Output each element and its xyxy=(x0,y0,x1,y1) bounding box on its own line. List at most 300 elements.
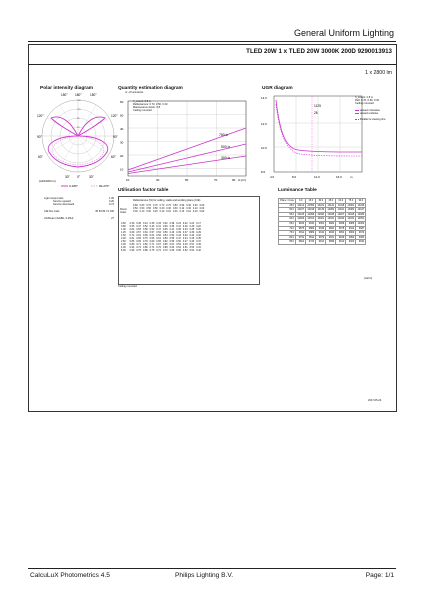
quantity-label-500: 500 lx xyxy=(221,145,231,149)
quantity-xtick-90: 90 xyxy=(232,178,236,182)
uf-value-cell: 0.45 xyxy=(162,228,168,231)
uf-value-cell: 0.40 xyxy=(182,234,188,237)
ugr-curve-endwise xyxy=(276,104,362,156)
uf-ref-cell: 0.10 xyxy=(139,210,145,213)
quantity-info-ceiling: Ceiling mounted xyxy=(133,108,152,112)
luminance-cell: 10198 xyxy=(307,208,315,212)
ugr-center-label-2: 28 xyxy=(314,111,318,115)
uf-value-cell: 0.75 xyxy=(149,249,155,252)
uf-ref-cell: 0.10 xyxy=(172,210,178,213)
stat-upward-value: 0.26 xyxy=(108,199,114,203)
luminance-cell: 10098 xyxy=(307,212,315,216)
luminance-row xyxy=(279,240,366,245)
uf-room-index: 3.00 xyxy=(121,243,126,246)
uf-value-cell: 0.55 xyxy=(129,225,135,228)
luminance-cell: 10139 xyxy=(317,208,325,212)
luminance-cell: 10118 xyxy=(337,203,345,207)
luminance-angle: 70.0 xyxy=(279,226,296,231)
uf-value-cell: 0.81 xyxy=(129,237,135,240)
luminance-row xyxy=(279,212,366,217)
stat-lor-value: 1.00 xyxy=(108,197,114,200)
uf-row-head-2: Index xyxy=(120,211,127,215)
polar-label-90-right: 90° xyxy=(113,135,118,139)
uf-reflectance-table xyxy=(132,204,205,213)
uf-value-cell: 0.57 xyxy=(149,231,155,234)
quantity-label-300: 300 lx xyxy=(221,156,231,160)
luminance-cell: 10027 xyxy=(337,212,345,216)
uf-value-cell: 0.47 xyxy=(176,237,181,240)
uf-ref-cell: 0.30 xyxy=(186,207,191,210)
uf-value-cell: 0.71 xyxy=(149,243,155,246)
uf-value-cell: 0.57 xyxy=(136,231,141,234)
luminance-cell: 9998 xyxy=(336,222,346,227)
uf-value-cell: 0.61 xyxy=(156,237,161,240)
uf-value-cell: 0.71 xyxy=(136,243,141,246)
uf-ref-cell: 0.70 xyxy=(166,204,171,207)
uf-value-cell: 0.65 xyxy=(156,240,161,243)
uf-value-cell: 0.36 xyxy=(169,225,175,228)
uf-ref-cell: 0.10 xyxy=(179,207,185,210)
uf-value-cell: 0.42 xyxy=(196,249,201,252)
luminance-angle: 85.0 xyxy=(279,240,296,245)
uf-value-cell: 0.52 xyxy=(142,225,148,228)
luminance-cell: 10045 xyxy=(327,212,335,216)
uf-value-cell: 0.38 xyxy=(136,222,141,225)
stat-lor-label: Light output ratio xyxy=(44,197,64,200)
uf-value-cell: 0.96 xyxy=(129,249,135,252)
uf-value-cell: 0.66 xyxy=(149,237,155,240)
uf-value-cell: 0.22 xyxy=(182,222,188,225)
uf-value-cell: 0.43 xyxy=(176,234,181,237)
luminance-cell: 9961 xyxy=(316,222,326,227)
luminance-cell: 9982 xyxy=(326,222,336,227)
ugr-legend-endwise xyxy=(355,113,388,116)
luminance-cell: 9934 xyxy=(356,240,366,245)
luminance-cell: 10082 xyxy=(327,208,335,212)
luminance-cell: 10412 xyxy=(297,203,305,207)
uf-value-cell: 0.49 xyxy=(182,243,188,246)
uf-value-cell: 0.59 xyxy=(169,240,175,243)
luminance-header-cell: 15.0 xyxy=(306,199,316,204)
stat-cie xyxy=(44,211,114,214)
uf-value-cell: 0.86 xyxy=(129,240,135,243)
quantity-ytick-60: 60 xyxy=(120,100,124,104)
luminance-cell: 10246 xyxy=(357,203,365,207)
luminance-cell: 9889 xyxy=(306,231,316,236)
luminance-cell: 9812 xyxy=(316,240,326,245)
uf-value-cell: 0.54 xyxy=(162,234,168,237)
luminance-cell: 9950 xyxy=(346,235,356,240)
uf-value-cell: 0.56 xyxy=(156,234,161,237)
stat-ugr-value: 27 xyxy=(111,216,114,220)
uf-value-cell: 0.33 xyxy=(182,228,188,231)
quantity-ytick-10: 10 xyxy=(120,167,124,172)
uf-value-cell: 0.61 xyxy=(149,234,155,237)
uf-room-index: 2.50 xyxy=(121,240,126,243)
uf-value-cell: 0.29 xyxy=(182,225,188,228)
luminance-cell: 10013 xyxy=(307,217,315,221)
ugr-xtick-4: 4.0 xyxy=(270,175,275,179)
ugr-info-ceiling: Ceiling mounted xyxy=(355,101,374,105)
uf-value-cell: 0.69 xyxy=(136,240,141,243)
uf-ref-cell: 0.50 xyxy=(139,207,145,210)
polar-title: Polar intensity diagram xyxy=(40,86,94,91)
luminance-cell: 10031 xyxy=(347,217,355,221)
ugr-info xyxy=(355,97,388,122)
luminance-cell: 10060 xyxy=(317,212,325,216)
ugr-center-label-1: 1125 xyxy=(314,104,321,108)
luminance-angle: 60.0 xyxy=(279,217,296,222)
stat-cie-value: 35 63 84 74 100 xyxy=(95,209,114,213)
polar-label-90-left: 90° xyxy=(37,135,42,139)
luminance-cell: 10046 xyxy=(347,212,355,216)
luminance-cell: 9694 xyxy=(296,240,306,245)
quantity-title: Quantity estimation diagram xyxy=(118,86,183,91)
product-title: TLED 20W 1 x TLED 20W 3000K 200D 9290013913 xyxy=(246,48,392,55)
luminance-header-cell: 0.0 xyxy=(296,199,306,204)
luminance-header-cell: 45.0 xyxy=(326,199,336,204)
footer-left: CalcuLuX Photometrics 4.5 xyxy=(30,572,110,579)
uf-value-cell: 0.38 xyxy=(149,222,155,225)
uf-value-cell: 0.35 xyxy=(196,237,201,240)
uf-ref-cell: 0.50 xyxy=(152,207,158,210)
uf-values-table xyxy=(120,222,202,252)
ugr-legend-crosswise-label: viewed crosswise xyxy=(359,109,380,113)
uf-value-cell: 0.69 xyxy=(129,231,135,234)
uf-ref-cell: 0.30 xyxy=(192,204,198,207)
luminance-cell: 10011 xyxy=(337,208,345,212)
ugr-xunit: m xyxy=(350,175,353,179)
uf-ref-body xyxy=(132,204,205,213)
quantity-ytick-20: 20 xyxy=(120,154,124,158)
uf-value-cell: 0.68 xyxy=(162,246,168,249)
quantity-ytick-30: 30 xyxy=(120,140,124,145)
uf-ref-cell: 0.70 xyxy=(159,204,165,207)
luminance-angle: 50.0 xyxy=(279,208,296,213)
luminance-cell: 9939 xyxy=(336,235,346,240)
uf-value-cell: 0.41 xyxy=(169,228,175,231)
quantity-info xyxy=(133,101,167,113)
quantity-info-mount: h_mount: 2.8 m xyxy=(133,100,152,103)
luminance-row xyxy=(279,222,366,227)
ugr-xtick-16: 16.0 xyxy=(336,175,342,179)
luminance-table xyxy=(278,198,366,245)
luminance-header-cell: 30.0 xyxy=(316,199,326,204)
uf-ref-cell: 0.70 xyxy=(152,204,158,207)
uf-value-cell: 0.39 xyxy=(189,231,195,234)
polar-ring-label-2: 80 xyxy=(77,118,80,120)
lamp-flux: 1 x 2800 lm xyxy=(365,70,392,76)
uf-value-cell: 0.24 xyxy=(189,222,195,225)
ugr-xtick-12: 12.0 xyxy=(314,175,320,179)
document-date: 2017-05-24 xyxy=(368,399,382,402)
uf-value-cell: 0.66 xyxy=(136,237,141,240)
uf-ref-cell: 0.50 xyxy=(172,204,178,207)
header-rule xyxy=(28,41,396,42)
uf-value-cell: 0.46 xyxy=(129,222,135,225)
uf-value-cell: 0.72 xyxy=(156,249,161,252)
uf-value-cell: 0.47 xyxy=(182,240,188,243)
uf-value-cell: 0.24 xyxy=(176,222,181,225)
luminance-cell: 9733 xyxy=(306,240,316,245)
ugr-ytick-8: 8.0 xyxy=(261,170,266,174)
uf-room-index: 1.50 xyxy=(121,234,126,237)
polar-legend-2: 90-270° xyxy=(99,184,110,189)
luminance-angle: 45.0 xyxy=(279,203,296,208)
quantity-label-750: 750 lx xyxy=(219,133,229,137)
uf-value-cell: 0.37 xyxy=(196,240,201,243)
polar-label-150-left: 150° xyxy=(61,93,68,97)
luminance-row xyxy=(279,235,366,240)
luminance-row xyxy=(279,217,366,222)
uf-ref-cell: 0.10 xyxy=(192,210,198,213)
polar-label-120-left: 120° xyxy=(37,114,44,118)
ugr-ytick-12: 12.0 xyxy=(261,122,267,126)
uf-value-cell: 0.29 xyxy=(196,231,201,234)
ugr-ytick-14: 14.0 xyxy=(261,96,267,100)
luminance-row xyxy=(279,231,366,236)
polar-unit: (cd/1000 lm) xyxy=(39,179,56,183)
polar-ring-label-1: 40 xyxy=(77,127,80,129)
uf-value-cell: 0.41 xyxy=(196,246,201,249)
polar-ring-label-4: 160 xyxy=(77,100,81,102)
uf-room-index: 5.00 xyxy=(121,249,126,252)
stat-downward-value: 0.74 xyxy=(108,202,114,206)
ugr-xtick-8: 8.0 xyxy=(292,175,297,179)
quantity-ytick-50: 50 xyxy=(120,113,124,118)
uf-value-cell: 0.79 xyxy=(142,240,148,243)
uf-value-cell: 0.70 xyxy=(156,246,161,249)
uf-value-cell: 0.82 xyxy=(142,243,148,246)
luminance-cell: 9875 xyxy=(296,226,306,231)
uf-value-cell: 0.30 xyxy=(189,225,195,228)
polar-diagram xyxy=(37,92,119,192)
luminance-cell: 9811 xyxy=(296,231,306,236)
polar-label-120-right: 120° xyxy=(111,114,118,118)
luminance-angle: 55.0 xyxy=(279,212,296,217)
polar-label-30-right: 30° xyxy=(89,175,94,179)
uf-value-cell: 0.31 xyxy=(176,225,181,228)
uf-value-cell: 0.35 xyxy=(189,228,195,231)
uf-footer: Ceiling mounted xyxy=(118,285,137,288)
luminance-cell: 9960 xyxy=(346,231,356,236)
polar-legend-1: 0-180° xyxy=(69,184,78,189)
product-rule xyxy=(28,64,396,65)
polar-label-60-left: 60° xyxy=(38,155,43,159)
uf-row-head xyxy=(120,208,127,214)
quantity-xtick-50: 50 xyxy=(185,178,189,182)
luminance-cell: 10032 xyxy=(337,217,345,221)
luminance-unit: (cd/m²) xyxy=(364,277,373,280)
uf-value-cell: 0.39 xyxy=(162,225,168,228)
uf-room-index: 1.25 xyxy=(121,231,126,234)
uf-ref-cell: 0.10 xyxy=(192,207,198,210)
ugr-legend-parallel-label: Parallel to viewing line xyxy=(359,118,386,122)
uf-value-cell: 0.62 xyxy=(162,240,168,243)
uf-ref-cell: 0.30 xyxy=(133,210,138,213)
quantity-xunit: A (m²) xyxy=(238,178,247,182)
uf-value-cell: 0.35 xyxy=(176,228,181,231)
luminance-title: Luminance Table xyxy=(278,188,317,193)
luminance-cell: 10061 xyxy=(347,203,355,207)
luminance-cell: 9963 xyxy=(356,235,366,240)
ugr-info-mount: h_mount: 2.8 m xyxy=(355,96,374,99)
uf-value-cell: 0.46 xyxy=(189,237,195,240)
luminance-cell: 10237 xyxy=(297,208,305,212)
uf-value-cell: 0.53 xyxy=(136,228,141,231)
uf-value-cell: 0.47 xyxy=(156,228,161,231)
uf-value-cell: 0.47 xyxy=(136,225,141,228)
uf-ref-cell: 0.20 xyxy=(152,210,158,213)
uf-value-cell: 0.88 xyxy=(142,249,148,252)
luminance-cell: 10009 xyxy=(297,217,305,221)
uf-value-cell: 0.75 xyxy=(136,249,141,252)
uf-value-cell: 0.42 xyxy=(189,234,195,237)
uf-value-cell: 0.22 xyxy=(196,225,201,228)
luminance-cell: 9946 xyxy=(326,231,336,236)
ugr-ytick-10: 10.0 xyxy=(261,146,267,150)
uf-value-cell: 0.50 xyxy=(176,240,181,243)
uf-ref-cell: 0.00 xyxy=(199,207,205,210)
uf-value-cell: 0.51 xyxy=(189,243,195,246)
uf-value-cell: 0.39 xyxy=(196,243,201,246)
uf-ref-cell: 0.30 xyxy=(159,207,165,210)
uf-value-cell: 0.44 xyxy=(142,222,148,225)
quantity-ytick-40: 40 xyxy=(120,127,124,131)
uf-ref-cell: 0.10 xyxy=(186,210,191,213)
luminance-header-cell: 90.0 xyxy=(356,199,366,204)
uf-value-cell: 0.61 xyxy=(136,234,141,237)
uf-value-cell: 0.64 xyxy=(142,231,148,234)
uf-value-cell: 0.61 xyxy=(169,243,175,246)
uf-value-cell: 0.69 xyxy=(142,234,148,237)
luminance-row xyxy=(279,203,366,208)
stat-downward xyxy=(44,204,114,207)
uf-value-cell: 0.52 xyxy=(176,243,181,246)
luminance-cell: 9879 xyxy=(316,235,326,240)
luminance-cell: 9949 xyxy=(316,226,326,231)
uf-value-cell: 0.51 xyxy=(182,246,188,249)
luminance-row xyxy=(279,208,366,213)
uf-value-cell: 0.26 xyxy=(196,228,201,231)
luminance-cell: 9954 xyxy=(336,231,346,236)
polar-label-150-right: 150° xyxy=(90,93,97,97)
uf-row-head-1: Room xyxy=(120,208,127,211)
uf-ref-cell: 0.80 xyxy=(139,204,145,207)
uf-value-cell: 0.74 xyxy=(149,246,155,249)
uf-ref-cell: 0.30 xyxy=(172,207,178,210)
polar-label-0: 0° xyxy=(77,175,81,179)
uf-room-index: 4.00 xyxy=(121,246,126,249)
footer-rule xyxy=(28,568,396,569)
polar-label-60-right: 60° xyxy=(111,155,116,159)
polar-ring-label-3: 120 xyxy=(77,109,81,111)
uf-value-cell: 0.52 xyxy=(182,249,188,252)
luminance-angle: 80.0 xyxy=(279,235,296,240)
uf-value-cell: 0.33 xyxy=(156,222,161,225)
uf-ref-cell: 0.50 xyxy=(146,207,151,210)
uf-value-cell: 0.74 xyxy=(136,246,141,249)
polar-label-30-left: 30° xyxy=(65,175,70,179)
luminance-cell: 9910 xyxy=(316,231,326,236)
polar-label-180: 180° xyxy=(75,93,82,97)
uf-value-cell: 0.32 xyxy=(196,234,201,237)
uf-value-cell: 0.50 xyxy=(169,234,175,237)
uf-ref-cell: 0.30 xyxy=(166,207,171,210)
uf-title: Utilisation factor table xyxy=(118,188,169,193)
uf-ref-cell: 0.00 xyxy=(199,210,205,213)
uf-value-cell: 0.66 xyxy=(169,249,175,252)
uf-value-cell: 0.56 xyxy=(176,249,181,252)
luminance-header-cell: 75.0 xyxy=(346,199,356,204)
uf-ref-cell: 0.80 xyxy=(133,204,138,207)
luminance-cell: 10001 xyxy=(317,217,325,221)
luminance-cell: 9889 xyxy=(306,226,316,231)
stat-downward-label: Service downward xyxy=(53,202,75,206)
uf-value-cell: 0.64 xyxy=(169,246,175,249)
footer-right: Page: 1/1 xyxy=(365,572,394,579)
luminance-cell: 10221 xyxy=(317,203,325,207)
uf-value-cell: 0.59 xyxy=(162,237,168,240)
uf-value-cell: 0.94 xyxy=(129,246,135,249)
luminance-cell: 9936 xyxy=(296,222,306,227)
luminance-cell: 10083 xyxy=(357,212,365,216)
uf-value-cell: 0.52 xyxy=(156,231,161,234)
uf-value-cell: 0.89 xyxy=(129,243,135,246)
uf-value-cell: 0.41 xyxy=(156,225,161,228)
uf-value-cell: 0.32 xyxy=(162,222,168,225)
ugr-legend-endwise-label: viewed endwise xyxy=(359,112,379,116)
stat-ugr xyxy=(44,218,114,221)
luminance-angle: 65.0 xyxy=(279,222,296,227)
uf-val-body xyxy=(120,222,202,252)
luminance-cell: 10051 xyxy=(357,217,365,221)
luminance-cell: 9910 xyxy=(336,240,346,245)
uf-value-cell: 0.17 xyxy=(196,222,201,225)
uf-value-cell: 0.46 xyxy=(169,231,175,234)
luminance-cell: 9987 xyxy=(356,226,366,231)
uf-ref-cell: 0.10 xyxy=(159,210,165,213)
uf-value-row xyxy=(120,249,202,252)
luminance-cell: 9974 xyxy=(356,231,366,236)
uf-value-cell: 0.70 xyxy=(162,249,168,252)
stat-cie-label: CIE flux code xyxy=(44,209,60,213)
uf-room-index: 2.00 xyxy=(121,237,126,240)
uf-ref-cell: 0.50 xyxy=(133,207,138,210)
uf-value-cell: 0.46 xyxy=(149,225,155,228)
uf-value-cell: 0.50 xyxy=(162,231,168,234)
uf-value-cell: 0.75 xyxy=(142,237,148,240)
uf-value-cell: 0.54 xyxy=(189,249,195,252)
stat-ugr-label: UGRmax (4Hx8H, 0.25H) xyxy=(44,216,74,220)
uf-ref-cell: 0.30 xyxy=(186,204,191,207)
luminance-cell: 9940 xyxy=(306,222,316,227)
luminance-cell: 9931 xyxy=(326,235,336,240)
luminance-cell: 10167 xyxy=(357,208,365,212)
quantity-xtick-70: 70 xyxy=(214,178,218,182)
uf-value-cell: 0.28 xyxy=(169,222,175,225)
uf-ref-cell: 0.00 xyxy=(199,204,205,207)
uf-ref-cell: 0.70 xyxy=(146,204,151,207)
uf-value-cell: 0.74 xyxy=(129,234,135,237)
uf-value-cell: 0.59 xyxy=(142,228,148,231)
uf-ref-cell: 0.10 xyxy=(166,210,171,213)
luminance-cell: 10131 xyxy=(327,203,335,207)
uf-value-cell: 0.49 xyxy=(189,240,195,243)
luminance-cell: 9899 xyxy=(326,240,336,245)
uf-value-cell: 0.65 xyxy=(162,243,168,246)
quantity-ylabel: nr. of luminaires xyxy=(125,91,144,94)
